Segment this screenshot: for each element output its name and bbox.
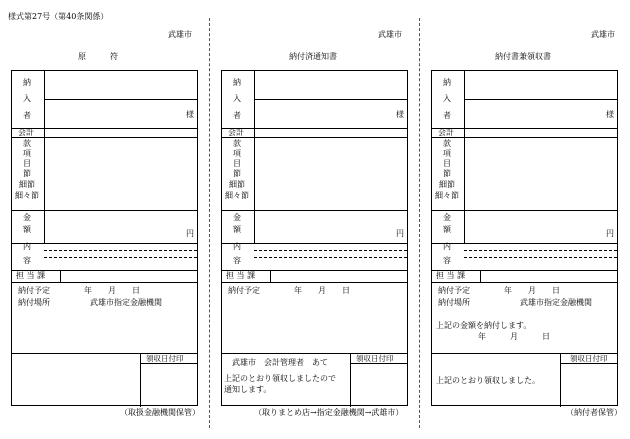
category-moku: 目 — [23, 159, 31, 168]
amount-label-1: 金 — [233, 213, 241, 222]
due-date: 年 月 日 — [84, 286, 140, 295]
amount-label-2: 額 — [23, 225, 31, 234]
yen-label: 円 — [186, 229, 194, 238]
category-kou: 項 — [443, 149, 451, 158]
category-setsu: 節 — [233, 169, 241, 178]
place-label: 納付場所 — [18, 298, 50, 307]
payee-label-1: 納 — [233, 78, 241, 87]
payment-statement-date: 年 月 日 — [478, 332, 550, 341]
due-label: 納付予定 — [228, 286, 260, 295]
payee-label-1: 納 — [443, 78, 451, 87]
cut-line-2 — [419, 18, 420, 428]
category-setsu: 節 — [23, 169, 31, 178]
city-label: 武雄市 — [591, 30, 615, 39]
due-date: 年 月 日 — [504, 286, 560, 295]
receipt-note: 上記のとおり領収しました。 — [436, 376, 540, 385]
city-label: 武雄市 — [378, 30, 402, 39]
category-saisaisetsu: 細々節 — [435, 191, 459, 200]
category-saisetsu: 細節 — [19, 180, 35, 189]
payee-label-2: 入 — [233, 94, 241, 103]
payee-label-3: 者 — [23, 111, 31, 120]
content-label-1: 内 — [443, 242, 451, 251]
slip-title: 納付済通知書 — [289, 52, 337, 61]
account-label: 会計 — [438, 128, 454, 137]
slip-title: 原 符 — [78, 52, 118, 61]
content-label-2: 容 — [23, 256, 31, 265]
category-saisetsu: 細節 — [439, 180, 455, 189]
yen-label: 円 — [396, 229, 404, 238]
sama-label: 様 — [396, 110, 404, 119]
category-kan: 款 — [233, 139, 241, 148]
due-date: 年 月 日 — [294, 286, 350, 295]
category-saisaisetsu: 細々節 — [225, 191, 249, 200]
staff-label: 担 当 課 — [436, 271, 466, 280]
amount-label-2: 額 — [443, 225, 451, 234]
category-kou: 項 — [233, 149, 241, 158]
notice-line-1: 上記のとおり領収しましたので — [224, 374, 336, 383]
category-saisetsu: 細節 — [229, 180, 245, 189]
place-value: 武雄市指定金融機関 — [520, 298, 592, 307]
slip-title: 納付書兼領収書 — [495, 52, 551, 61]
account-label: 会計 — [18, 128, 34, 137]
sama-label: 様 — [186, 110, 194, 119]
category-moku: 目 — [233, 159, 241, 168]
content-label-1: 内 — [233, 242, 241, 251]
sama-label: 様 — [606, 110, 614, 119]
place-label: 納付場所 — [438, 298, 470, 307]
category-kan: 款 — [443, 139, 451, 148]
content-label-2: 容 — [443, 256, 451, 265]
place-value: 武雄市指定金融機関 — [90, 298, 162, 307]
category-setsu: 節 — [443, 169, 451, 178]
category-kan: 款 — [23, 139, 31, 148]
notice-line-2: 通知します。 — [224, 385, 272, 394]
staff-label: 担 当 課 — [16, 271, 46, 280]
due-label: 納付予定 — [18, 286, 50, 295]
account-label: 会計 — [228, 128, 244, 137]
city-label: 武雄市 — [168, 30, 192, 39]
content-label-2: 容 — [233, 256, 241, 265]
payment-statement: 上記の金額を納付します。 — [436, 321, 532, 330]
amount-label-1: 金 — [443, 213, 451, 222]
stamp-label: 領収日付印 — [570, 354, 608, 363]
due-label: 納付予定 — [438, 286, 470, 295]
payee-label-2: 入 — [443, 94, 451, 103]
amount-label-1: 金 — [23, 213, 31, 222]
amount-label-2: 額 — [233, 225, 241, 234]
staff-label: 担 当 課 — [226, 271, 256, 280]
payee-label-3: 者 — [443, 111, 451, 120]
form-number: 様式第27号（第40条関係） — [8, 12, 109, 21]
category-kou: 項 — [23, 149, 31, 158]
cut-line-1 — [209, 18, 210, 428]
category-moku: 目 — [443, 159, 451, 168]
slip-footer: （納付者保管） — [566, 408, 622, 417]
payee-label-3: 者 — [233, 111, 241, 120]
addressee-label: 武雄市 会計管理者 あて — [232, 358, 328, 367]
yen-label: 円 — [606, 229, 614, 238]
slip-footer: （取扱金融機関保管） — [120, 408, 200, 417]
payee-label-1: 納 — [23, 78, 31, 87]
content-label-1: 内 — [23, 242, 31, 251]
stamp-label: 領収日付印 — [356, 354, 394, 363]
category-saisaisetsu: 細々節 — [15, 191, 39, 200]
stamp-label: 領収日付印 — [146, 354, 184, 363]
slip-footer: （取りまとめ店→指定金融機関→武雄市） — [254, 408, 404, 417]
payee-label-2: 入 — [23, 94, 31, 103]
